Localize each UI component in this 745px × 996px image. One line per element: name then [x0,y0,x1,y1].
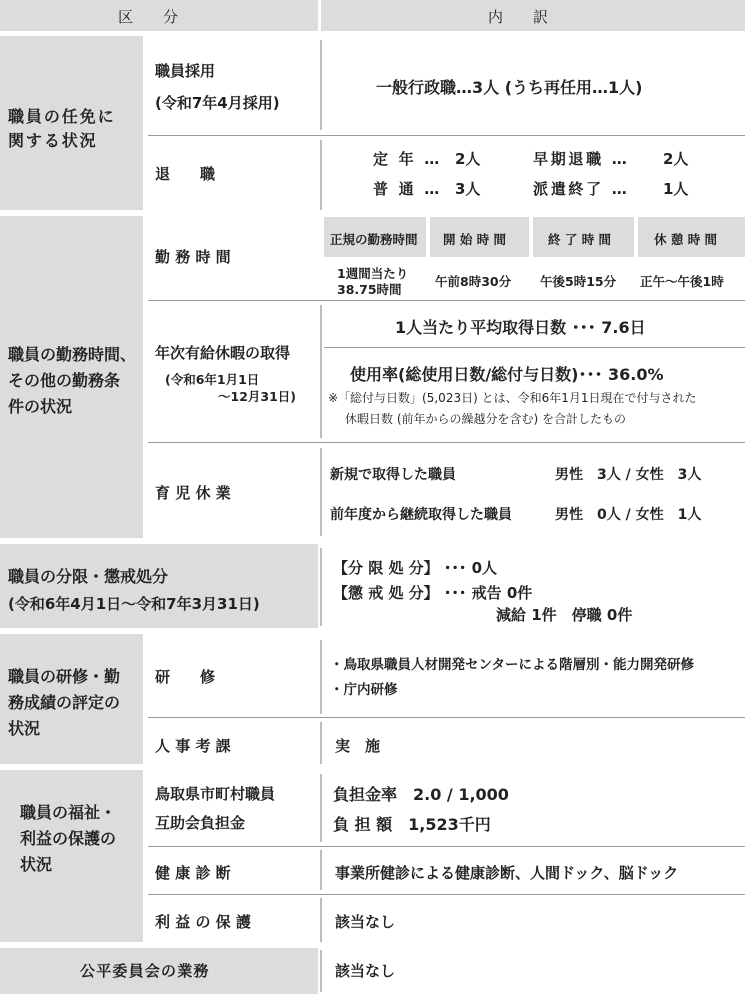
hours-header-end: 終 了 時 間 [548,232,612,247]
retirement-teinen: 定 年 … [373,150,442,168]
discipline-choukai-details: 減給 1件 停職 0件 [496,606,633,624]
fairness-committee-label: 公平委員会の業務 [80,962,210,980]
leave-label: 年次有給休暇の取得 [155,344,291,362]
benefit-protection-value: 該当なし [335,913,396,931]
childcare-new-label: 新規で取得した職員 [330,467,456,483]
section-label-working-2: その他の勤務条 [8,371,121,390]
section-label-appointment-2: 関する状況 [8,131,98,150]
hours-header-start: 開 始 時 間 [443,232,507,247]
health-check-value: 事業所健診による健康診断、人間ドック、脳ドック [335,864,679,882]
retirement-teinen-count: 2人 [455,150,481,168]
section-label-welfare-1: 職員の福祉・ [20,803,117,822]
separator [148,894,745,895]
training-item-2: ・庁内研修 [330,682,398,698]
hours-header-regular: 正規の勤務時間 [330,232,418,247]
leave-note-2: 休暇日数 (前年からの繰越分を含む) を合計したもの [345,412,626,426]
header-category: 区 分 [118,8,179,26]
column-divider [320,898,322,942]
discipline-bungen: 【分 限 処 分】 ･･･ 0人 [333,559,498,577]
retirement-normal: 普 通 … [373,180,442,198]
column-divider [320,640,322,714]
evaluation-value: 実 施 [335,737,381,755]
hours-regular-2: 38.75時間 [337,282,402,297]
hiring-label: 職員採用 [155,62,216,80]
column-divider [320,950,322,992]
hours-label: 勤 務 時 間 [155,248,231,266]
column-divider [320,448,322,536]
section-label-welfare-3: 状況 [20,855,53,874]
leave-period-end: 〜12月31日) [218,389,297,404]
leave-period-start: (令和6年1月1日 [165,372,260,387]
section-label-training-1: 職員の研修・勤 [8,667,121,686]
discipline-period: (令和6年4月1日〜令和7年3月31日) [8,595,260,613]
hours-end: 午後5時15分 [540,274,617,289]
separator [324,347,745,348]
childcare-continuing-label: 前年度から継続取得した職員 [330,507,512,523]
column-divider [320,774,322,842]
fairness-committee-value: 該当なし [335,962,396,980]
section-label-appointment-1: 職員の任免に [8,107,116,126]
separator [148,846,745,847]
leave-note-1: ※「総付与日数」(5,023日) とは、令和6年1月1日現在で付与された [328,391,697,405]
header-details: 内 訳 [488,8,549,26]
retirement-dispatch-count: 1人 [663,180,689,198]
column-divider [320,305,322,438]
section-label-welfare-2: 利益の保護の [20,829,117,848]
retirement-normal-count: 3人 [455,180,481,198]
section-label-working-1: 職員の勤務時間、 [8,345,137,364]
health-check-label: 健 康 診 断 [155,864,231,882]
column-divider [320,850,322,890]
retirement-early-count: 2人 [663,150,689,168]
hours-header-break: 休 憩 時 間 [654,232,718,247]
mutual-aid-amount: 負 担 額 1,523千円 [333,815,491,834]
hiring-period: (令和7年4月採用) [155,94,280,112]
mutual-aid-label-2: 互助会負担金 [155,814,246,832]
retirement-label: 退 職 [155,165,216,183]
evaluation-label: 人 事 考 課 [155,737,231,755]
separator [148,300,745,301]
childcare-continuing-value: 男性 0人 / 女性 1人 [555,507,702,523]
table-header [0,0,745,31]
separator [148,442,745,443]
column-divider [320,40,322,130]
separator [148,717,745,718]
training-item-1: ・鳥取県職員人材開発センターによる階層別・能力開発研修 [330,657,694,673]
section-label-working-3: 件の状況 [8,397,73,416]
hours-break: 正午〜午後1時 [640,274,724,289]
column-divider [320,548,322,626]
retirement-early: 早期退職 … [533,150,630,168]
hiring-value: 一般行政職…3人 (うち再任用…1人) [376,78,643,97]
benefit-protection-label: 利 益 の 保 護 [155,913,251,931]
mutual-aid-label-1: 鳥取県市町村職員 [155,785,276,803]
hours-start: 午前8時30分 [435,274,512,289]
discipline-choukai: 【懲 戒 処 分】 ･･･ 戒告 0件 [333,584,533,602]
childcare-label: 育 児 休 業 [155,484,231,502]
childcare-new-value: 男性 3人 / 女性 3人 [555,467,702,483]
header-divider [318,0,321,31]
discipline-label: 職員の分限・懲戒処分 [8,567,169,586]
retirement-dispatch: 派遣終了 … [533,180,630,198]
section-label-training-2: 務成績の評定の [8,693,121,712]
leave-usage-rate: 使用率(総使用日数/総付与日数)･･･ 36.0% [350,365,664,384]
section-label-training-3: 状況 [8,719,41,738]
column-divider [320,140,322,210]
training-label: 研 修 [155,668,216,686]
separator [148,135,745,136]
leave-average: 1人当たり平均取得日数 ･･･ 7.6日 [395,318,646,337]
mutual-aid-rate: 負担金率 2.0 / 1,000 [333,785,509,804]
hours-regular-1: 1週間当たり [337,266,409,281]
column-divider [320,722,322,764]
